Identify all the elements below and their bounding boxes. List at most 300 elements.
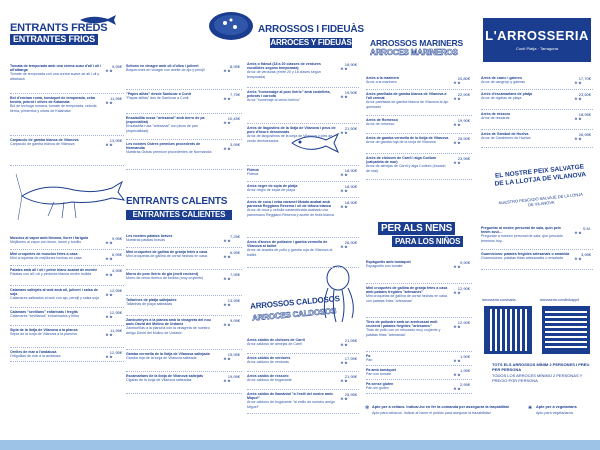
- item-divider: [366, 179, 472, 180]
- menu-item-desc: Arroz de romesco: [366, 122, 395, 127]
- item-divider: [126, 139, 242, 140]
- menu-item-price: 12,90€: [457, 320, 470, 325]
- menu-item-name: Bol d'enciam romà, tomàquet de temporada, ceba tendra, pebrot i olives de Kalamata: [10, 96, 95, 105]
- item-divider: [10, 265, 124, 266]
- menu-item: [247, 126, 337, 143]
- menu-item: [366, 136, 450, 144]
- item-divider: [247, 87, 359, 88]
- item-divider: [126, 169, 242, 170]
- menu-item-price: 11,95€: [110, 328, 122, 333]
- item-divider: [366, 283, 472, 284]
- dietary-icon: ✻ ❀: [223, 69, 231, 73]
- fish-icon: [78, 14, 118, 26]
- menu-item: [10, 236, 102, 244]
- menu-item-price: 9,90€: [459, 260, 470, 265]
- qr-code-2[interactable]: [542, 306, 590, 354]
- menu-item: [126, 142, 220, 155]
- menu-item-name: Seitons en vinagre amb oli d'oliva i julivert: [126, 64, 199, 68]
- menu-item-price: 18,95€: [578, 112, 591, 117]
- menu-item: [10, 138, 102, 146]
- entrants-freds-title: ENTRANTS FREDS: [10, 22, 108, 34]
- arrossos-caldosos-subtitle: ARROCES CALDOSOS: [251, 306, 337, 323]
- entrants-calents-title: ENTRANTS CALENTS: [126, 196, 228, 207]
- menu-item: [481, 76, 571, 84]
- item-divider: [10, 361, 124, 362]
- menu-item-name: Tallarines de platja saltejades: [126, 298, 177, 302]
- menu-item: [247, 356, 337, 364]
- item-divider: [126, 113, 242, 114]
- menu-item-name: Arròs a la marinera: [366, 76, 399, 80]
- menu-item-desc: Arroz de almejas de Carril y alga Codium (bocado de mar): [366, 164, 446, 173]
- menu-item: [10, 268, 102, 276]
- dietary-icon: ✻ ❀: [340, 67, 348, 71]
- menu-item-price: 13,95€: [109, 138, 122, 143]
- item-divider: [10, 347, 124, 348]
- menu-item-price: 26,90€: [344, 240, 357, 245]
- menu-item: [247, 392, 337, 409]
- price-note-es: TODOS LOS ARROCES MÍNIMO 2 PERSONAS Y PRECIO POR PERSONA: [492, 373, 583, 383]
- dietary-icon: ✻ ❀: [223, 379, 231, 383]
- menu-item: [10, 96, 102, 113]
- dietary-icon: ✻ ❀: [223, 147, 231, 151]
- menu-item: [481, 226, 571, 243]
- menu-item: [366, 118, 450, 126]
- menu-item-desc: Arroz caldoso de almejas de Carril: [247, 342, 302, 347]
- item-divider: [126, 89, 242, 90]
- menu-item-price: 9,95€: [229, 318, 240, 323]
- nens-title: PER ALS NENS: [378, 222, 455, 235]
- menu-item: [126, 272, 220, 280]
- menu-item: [247, 200, 337, 217]
- menu-item-price: 6,95€: [229, 250, 240, 255]
- menu-item-price: 11,95€: [110, 96, 122, 101]
- item-divider: [481, 147, 593, 148]
- menu-item-desc: Nuestras Ostras premium procedentes de Normandía: [126, 150, 212, 155]
- menu-item-name: Mini croquetes de gallina de granja fetes a casa amb patates fregides "artesanes": [366, 286, 448, 295]
- menu-item: [366, 320, 450, 337]
- menu-item: [247, 374, 337, 382]
- menu-item-price: 3,95€: [580, 252, 591, 257]
- arrossos-fideuas-title: ARROSSOS I FIDEUÀS: [258, 24, 364, 35]
- dietary-icon: ✻ ❀: [223, 303, 231, 307]
- qr-label-1: larrosseria.com/carta: [482, 298, 516, 302]
- menu-item-name: Arròs de coca i ceba caramel·litzada acabat amb parmesà Reggiano Reserva i oli de tòfona blanca: [247, 200, 331, 209]
- menu-item-name: Orelles de mar a l'andalusa: [10, 350, 57, 354]
- arrossos-fideuas-subtitle: ARROCES Y FIDEUÁS: [270, 38, 352, 47]
- menu-item-desc: Calamares salteados al wok con ajo, perejil y salsa soja: [10, 296, 99, 301]
- menu-item-price: 13,95€: [227, 298, 240, 303]
- dietary-icon: ✻ ❀: [574, 257, 582, 261]
- dietary-icon: ✻ ❀: [105, 257, 113, 261]
- menu-item: [126, 64, 220, 72]
- dietary-icon: ✻ ❀: [453, 81, 461, 85]
- menu-item-desc: Gamba roja de la lonja de Vilanova salteada: [126, 356, 197, 361]
- menu-item-price: 12,95€: [109, 288, 122, 293]
- menu-item-price: 21,95€: [344, 338, 357, 343]
- menu-item-name: Arròs caldós de verdures: [247, 356, 291, 360]
- item-divider: [247, 237, 359, 238]
- menu-item-name: Arròs de Romesco: [366, 118, 398, 122]
- menu-item: [247, 90, 337, 103]
- dietary-icon: ✻ ❀: [223, 121, 231, 125]
- entrants-calents-subtitle: ENTRANTES CALIENTES: [126, 210, 232, 220]
- dietary-icon: ✻ ❀: [574, 81, 582, 85]
- lobster-icon: [14, 164, 126, 226]
- menu-item-price: 26,95€: [578, 132, 591, 137]
- menu-item-price: 25,90€: [457, 136, 470, 141]
- menu-item: [481, 112, 571, 120]
- menu-item-name: Carpaccio de gamba blanca de Vilanova: [10, 138, 79, 142]
- dietary-icon: ✻ ❀: [574, 137, 582, 141]
- entrants-freds-subtitle: ENTRANTES FRIOS: [10, 34, 98, 45]
- price-note: TOTS ELS ARROSSOS MÍNIM 2 PERSONES I PREU PER PERSONA: [492, 362, 590, 372]
- menu-item-name: Arròs de gamba vermella de la llotja de Vilanova: [366, 136, 449, 140]
- menu-item: [10, 328, 102, 336]
- dietary-icon: ✻ ❀: [105, 315, 113, 319]
- item-divider: [10, 325, 124, 326]
- item-divider: [481, 89, 593, 90]
- menu-item-desc: Ensaladilla rusa "artesanal" con picos de pan (especialidad): [126, 124, 198, 133]
- menu-item: [10, 350, 102, 358]
- celiac-icon: ✻: [365, 405, 370, 411]
- menu-item-price: 20,80€: [457, 76, 470, 81]
- menu-item-price: 15,95€: [227, 352, 240, 357]
- menu-item-name: Sípia de la llotja de Vilanova a la planxa: [10, 328, 78, 332]
- menu-item-price: 25,95€: [344, 392, 357, 397]
- item-divider: [10, 165, 124, 166]
- menu-item-price: 21,50€: [344, 126, 357, 131]
- menu-item-name: Tomata de temporada amb una crema suau d'all i oli i all'albarga: [10, 64, 102, 73]
- dietary-icon: ✻ ❀: [105, 355, 113, 359]
- menu-item-name: Arròs caldós de cloïsses de Carril: [247, 338, 305, 342]
- menu-item-desc: Mini croquetas de mejillones hechas en casa: [10, 256, 82, 261]
- dietary-icon: ✻ ❀: [223, 323, 231, 327]
- menu-item-name: Musclos al vapor amb llimona, llorer i farigola: [10, 236, 89, 240]
- dietary-icon: ✻ ❀: [453, 123, 461, 127]
- dietary-icon: ✻ ❀: [105, 273, 113, 277]
- item-divider: [10, 135, 124, 136]
- menu-item-desc: Calamares "sevillanos" enharinados y fritos: [10, 314, 80, 319]
- menu-item-desc: Arroz negro de sepia de playa: [247, 188, 295, 193]
- menu-item: [10, 310, 102, 318]
- item-divider: [366, 133, 472, 134]
- item-divider: [481, 109, 593, 110]
- menu-item-name: Preguntar al nostre personal de sala, quin peix tenim avui...: [481, 226, 561, 235]
- menu-item-name: Espaguetis amb tomàquet: [366, 260, 411, 264]
- menu-item-name: Arròs d'escamarlans de platja: [481, 92, 532, 96]
- dietary-icon: ✻ ❀: [340, 189, 348, 193]
- menu-item-price: 7,95€: [229, 272, 240, 277]
- menu-item-desc: Espaguetis con tomate: [366, 264, 403, 269]
- dietary-icon: ✻ ❀: [105, 241, 113, 245]
- menu-item-desc: Patatas con all i oli y pimienta blanca recién molida: [10, 272, 92, 277]
- dietary-icon: ✻ ❀: [574, 231, 582, 235]
- menu-item-desc: Arroz parellada de gamba blanca de Vilanova al ajo quemado: [366, 100, 449, 109]
- item-divider: [366, 89, 472, 90]
- item-divider: [481, 249, 593, 250]
- menu-item: [481, 132, 571, 140]
- menu-item-name: Morro de porc ibèric de gla (molt cruixent): [126, 272, 199, 276]
- menu-item: [247, 168, 337, 176]
- menu-item-desc: Guarniciones: patatas fritas artesanales o ensalada: [481, 256, 563, 261]
- menu-item-desc: Arroz de rescaras: [481, 116, 510, 121]
- menu-item: [10, 252, 102, 260]
- menu-item-price: 19,95€: [227, 374, 240, 379]
- arrossos-caldosos-title: ARROSSOS CALDOSOS: [249, 294, 341, 311]
- menu-item: [247, 338, 337, 346]
- dietary-icon: ✻ ❀: [340, 343, 348, 347]
- menu-item-desc: Arroz de Carabinero de Huelva: [481, 136, 531, 141]
- item-divider: [366, 351, 472, 352]
- menu-item-name: Arròs de ròssoro: [481, 112, 511, 116]
- menu-item-price: 1,90€: [459, 354, 470, 359]
- menu-item-price: 12,95€: [109, 350, 122, 355]
- menu-item-name: Zamburinyes a la planxa amb la vinagreta del nou amic David del Molino de Urdaniz: [126, 318, 211, 327]
- menu-item: [366, 156, 450, 173]
- menu-item-name: "Papes alitàs" desde Sanlúcar a Cunit: [126, 92, 191, 96]
- dietary-icon: ✻ ❀: [453, 265, 461, 269]
- item-divider: [247, 181, 359, 182]
- menu-item-desc: Zamburiñas a la plancha con la vinagreta de nuestro amigo David del Molino de Urdaniz: [126, 326, 210, 335]
- menu-item-name: Arròs caldós de ròssoro: [247, 374, 289, 378]
- menu-item-price: 9,95€: [111, 236, 122, 241]
- menu-item-desc: Arroz a la marinera: [366, 80, 397, 85]
- menu-item-desc: Pan con tomate: [366, 372, 392, 377]
- item-divider: [247, 371, 359, 372]
- item-divider: [366, 317, 472, 318]
- menu-item-desc: Mejillones al vapor con limón, laurel y tomillo: [10, 240, 82, 245]
- menu-item-name: Arròs d'ànecs de pollastre i gamba vermella de Vilanova al balint: [247, 240, 328, 249]
- item-divider: [247, 165, 359, 166]
- item-divider: [247, 123, 359, 124]
- menu-item-price: 10,45€: [227, 116, 240, 121]
- menu-item-desc: Nuestras patatas bravas: [126, 238, 165, 243]
- menu-item-name: Pa amb tomàquet: [366, 368, 396, 372]
- qr-code-1[interactable]: [484, 306, 532, 354]
- menu-item-price: 12,90€: [457, 286, 470, 291]
- octopus-icon: [318, 264, 358, 324]
- dietary-icon: ✻ ❀: [340, 245, 348, 249]
- item-divider: [126, 393, 242, 394]
- menu-item-price: 18,90€: [344, 168, 357, 173]
- dietary-icon: ✻ ❀: [453, 325, 461, 329]
- menu-item-name: Guarnicions: patates fregides artesanals o amanida: [481, 252, 570, 256]
- menu-item-price: S.M.: [582, 226, 591, 231]
- menu-item-desc: Arroz de cangrejo y galeras: [481, 80, 525, 85]
- menu-item-desc: Tallarinas de playa salteadas: [126, 302, 173, 307]
- menu-item-price: 18,90€: [344, 184, 357, 189]
- menu-item-name: Mini croquetes de musclos fetes a casa: [10, 252, 78, 256]
- menu-item-price: 23,50€: [578, 92, 591, 97]
- menu-item-desc: Arroz caldoso de verduras: [247, 360, 289, 365]
- menu-item: [366, 354, 450, 362]
- arrossos-mariners-title: ARROSSOS MARINERS: [370, 38, 463, 48]
- nens-subtitle: PARA LOS NIÑOS: [392, 236, 463, 247]
- menu-item-name: Arròs caldós de llamàntol "a l'estil del nostre amic Miquel": [247, 392, 334, 401]
- brand-sub: Cunit Platja · Tarragona: [516, 46, 558, 51]
- item-divider: [126, 295, 242, 296]
- menu-item-desc: Arroz caldoso de bogavante "al estilo de nuestro amigo Miguel": [247, 400, 335, 409]
- dietary-icon: ✻ ❀: [574, 117, 582, 121]
- menu-item-price: 9,95€: [111, 64, 122, 69]
- menu-item-name: Gamba vermella de la llotja de Vilanova saltejada: [126, 352, 210, 356]
- dietary-icon: ✻ ❀: [453, 291, 461, 295]
- menu-item: [247, 184, 337, 192]
- menu-item-price: 17,70€: [578, 76, 591, 81]
- menu-item: [126, 352, 220, 360]
- menu-item-desc: Arroz de gamba roja de la lonja de Vilanova: [366, 140, 436, 145]
- brand-name: L'ARROSSERIA: [485, 28, 589, 43]
- menu-item-desc: Mini croquetas de gallina de corral hechas en casa con patatas fritas "artesanas": [366, 294, 447, 303]
- dietary-icon: ✻ ❀: [340, 173, 348, 177]
- item-divider: [481, 269, 593, 270]
- item-divider: [481, 129, 593, 130]
- arrossos-mariners-subtitle: ARROCES MARINEROS: [370, 48, 458, 57]
- menu-item-desc: Ortiguillas de mar a la andaluza: [10, 354, 61, 359]
- menu-item: [10, 64, 102, 81]
- dietary-icon: ✻ ❀: [105, 69, 113, 73]
- dietary-icon: ✻ ❀: [223, 239, 231, 243]
- item-divider: [247, 389, 359, 390]
- peix-subtitle: NUESTRO PESCADO SALVAJE DE LA LONJA DE VILANOVA: [498, 191, 584, 208]
- menu-item-desc: Morro de cerdo ibérico de bellota (muy crujiente): [126, 276, 204, 281]
- menu-item: [247, 240, 337, 257]
- item-divider: [10, 307, 124, 308]
- dietary-icon: ✻ ❀: [105, 101, 113, 105]
- dietary-icon: ✻ ❀: [453, 373, 461, 377]
- menu-item-price: 12,95€: [109, 310, 122, 315]
- menu-item-name: Tires de pollastre amb un arrebossat molt cruixent i patates fregides "artesanes": [366, 320, 438, 329]
- menu-item-price: 2,95€: [459, 382, 470, 387]
- menu-item-desc: Sepia de la lonja de Vilanova a la plancha: [10, 332, 77, 337]
- item-divider: [126, 247, 242, 248]
- menu-item-price: 6,95€: [111, 252, 122, 257]
- menu-item-price: 19,90€: [457, 118, 470, 123]
- menu-item-desc: Arroz de ánades de pollo y gamba roja de Vilanova al ballint: [247, 248, 333, 257]
- dietary-icon: ✻ ❀: [453, 161, 461, 165]
- item-divider: [10, 249, 124, 250]
- item-divider: [10, 93, 124, 94]
- menu-item-name: Ensaladilla russa "artesanal" amb berro de pa (especialitat): [126, 116, 205, 125]
- menu-item: [126, 234, 220, 242]
- menu-item: [366, 286, 450, 303]
- dietary-icon: ✻ ❀: [340, 131, 348, 135]
- menu-item-name: Arròs de llagostins de la llotja de Vilanova i peus de porc d'heure dessossats: [247, 126, 336, 135]
- menu-item: [126, 92, 220, 100]
- menu-item-desc: Preguntar a nuestro personal de sala, que pescado tenemos hoy...: [481, 234, 563, 243]
- menu-item-desc: Arroz de verduras (entre 20 y 18 clases según temporada): [247, 70, 321, 79]
- menu-item-name: Fideuà: [247, 168, 259, 172]
- menu-item-price: 18,90€: [344, 62, 357, 67]
- menu-item-desc: "Papas aliñás" des de Sanlúcar a Cunit: [126, 96, 189, 101]
- menu-item: [366, 76, 450, 84]
- dietary-icon: ✻ ❀: [340, 397, 348, 401]
- menu-item-desc: Mini croquetas de gallina de corral hechas en casa: [126, 254, 207, 259]
- menu-item-name: Arròs de cranc i galeres: [481, 76, 522, 80]
- dietary-icon: ✻ ❀: [453, 359, 461, 363]
- menu-item: [126, 250, 220, 258]
- brand-block: [483, 18, 591, 62]
- menu-item-desc: Pan sin gluten: [366, 386, 389, 391]
- menu-item-name: Arròs "homenatge al porc ibèric" amb costelleta, pebrots i carxofa: [247, 90, 331, 99]
- item-divider: [126, 315, 242, 316]
- veg-note: Apte per a vegetarians: [536, 405, 577, 409]
- dietary-icon: ✻ ❀: [223, 97, 231, 101]
- menu-item-name: Les nostres Ostres premium procedents de Normandia: [126, 142, 201, 151]
- menu-item-price: 17,95€: [344, 356, 357, 361]
- item-divider: [366, 153, 472, 154]
- menu-item-name: Pa sense gluten: [366, 382, 394, 386]
- menu-item-desc: Arroz de coca y cebolla caramelizada acabado con parmesano Reggiano Reserva y aceite de trufa blanca: [247, 208, 334, 217]
- item-divider: [247, 197, 359, 198]
- menu-item: [126, 318, 220, 335]
- menu-item: [126, 298, 220, 306]
- veg-icon: ❀: [528, 405, 533, 411]
- veg-note-es: Apto para vegetarianos: [536, 411, 574, 415]
- menu-item-price: 3,95€: [229, 142, 240, 147]
- dietary-icon: ✻ ❀: [340, 95, 348, 99]
- menu-item-name: Arròs o fideuà (18 a 20 classes de verdures escollides segons temporada): [247, 62, 321, 71]
- dietary-icon: ✻ ❀: [223, 357, 231, 361]
- peix-title: EL NOSTRE PEIX SALVATGE DE LA LLOTJA DE VILANOVA: [494, 163, 587, 188]
- menu-item: [481, 92, 571, 100]
- menu-item-desc: Pan: [366, 358, 373, 363]
- menu-item-price: 21,95€: [344, 374, 357, 379]
- item-divider: [247, 353, 359, 354]
- menu-item-name: Arròs de cloïsses de Carril i alga Codium (calçadeta de mar): [366, 156, 437, 165]
- dietary-icon: ✻ ❀: [105, 143, 113, 147]
- item-divider: [247, 413, 359, 414]
- menu-item: [366, 382, 450, 390]
- dietary-icon: ✻ ❀: [105, 333, 113, 337]
- menu-item-desc: Arroz de langostinos de la lonja de Vilanova y pies de cerdo deshuesados: [247, 134, 333, 143]
- dietary-icon: ✻ ❀: [340, 205, 348, 209]
- dietary-icon: ✻ ❀: [453, 387, 461, 391]
- menu-item-price: 18,90€: [344, 200, 357, 205]
- menu-item-desc: Arroz caldoso de bogavante: [247, 378, 292, 383]
- item-divider: [366, 393, 472, 394]
- menu-item-desc: Cigalas de la lonja de Vilanova salteadas: [126, 378, 192, 383]
- menu-item-name: Calamars saltejats al wok amb all, julivert i salsa de soja: [10, 288, 98, 297]
- qr-label-2: larrosseria.com/linkapp/t: [540, 298, 579, 302]
- menu-item: [366, 260, 450, 268]
- menu-item-name: Arròs negre de sípia de platja: [247, 184, 298, 188]
- menu-item-price: 23,95€: [457, 156, 470, 161]
- menu-item-desc: Tiras de pollo con un rebozado muy crujiente y patatas fritas "artesanas": [366, 328, 441, 337]
- item-divider: [366, 365, 472, 366]
- item-divider: [366, 379, 472, 380]
- menu-item-name: Pa: [366, 354, 371, 358]
- menu-item: [366, 368, 450, 376]
- dietary-icon: ✻ ❀: [223, 255, 231, 259]
- menu-item: [126, 374, 220, 382]
- dietary-icon: ✻ ❀: [340, 361, 348, 365]
- menu-item-name: Escamarlans de la llotja de Vilanova saltejats: [126, 374, 204, 378]
- menu-item: [10, 288, 102, 301]
- menu-item-name: Arròs parellada de gamba blanca de Vilanova a l'all cremat: [366, 92, 447, 101]
- paella-pan-icon: [205, 8, 257, 42]
- menu-item-price: 8,95€: [229, 64, 240, 69]
- menu-item-desc: Tomate de temporada con una crema suave de all i oli y albahaca: [10, 72, 100, 81]
- menu-item-price: 1,95€: [459, 368, 470, 373]
- menu-item-price: 7,75€: [229, 92, 240, 97]
- celiac-note-es: Apto para celíacos. Indicar al hacer el pedido para asegurar la trazabilidad: [372, 411, 491, 415]
- menu-item-name: Patates amb all i oli i pebre blanc acabat de moldre: [10, 268, 98, 272]
- menu-item-price: 4,95€: [111, 268, 122, 273]
- dietary-icon: ✻ ❀: [453, 97, 461, 101]
- item-divider: [10, 285, 124, 286]
- menu-item-desc: Fideuá: [247, 172, 258, 177]
